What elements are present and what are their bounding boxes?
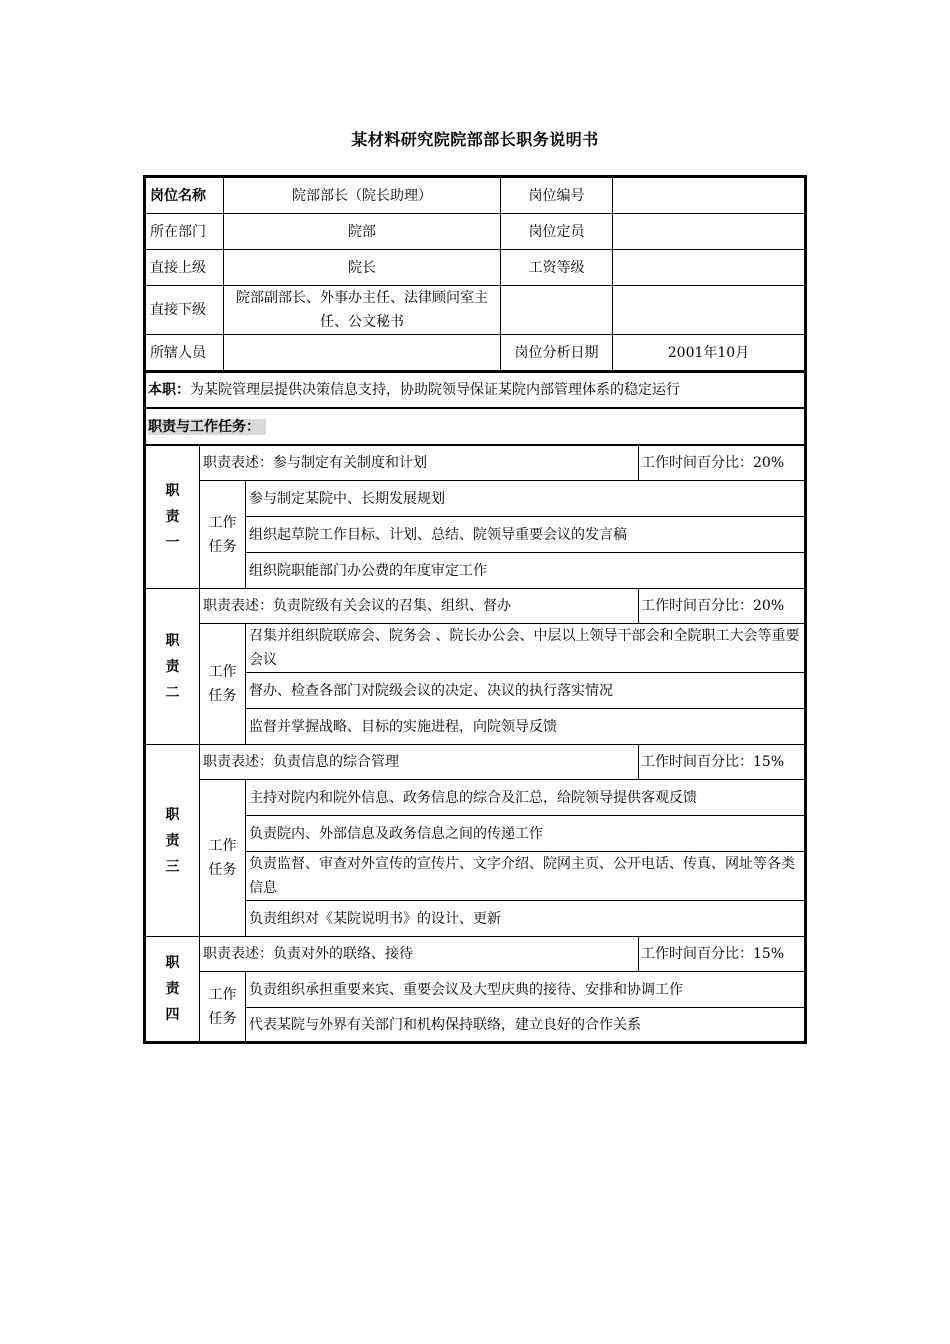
task-label [200, 780, 246, 937]
task-label-line: 工作 [208, 514, 237, 531]
task-item: 负责组织对《某院说明书》的设计、更新 [246, 901, 805, 937]
task-item: 参与制定某院中、长期发展规划 [246, 481, 805, 517]
duty-name-char: 责 [165, 832, 180, 849]
position-name-label: 岗位名称 [146, 178, 224, 214]
subordinate-value: 院部副部长、外事办主任、法律顾问室主任、公文秘书 [224, 286, 501, 335]
position-no-value [613, 178, 805, 214]
task-row [146, 780, 805, 816]
duty-name-char: 职 [165, 632, 180, 649]
duty-time-pct: 工作时间百分比：20% [639, 589, 805, 624]
duty-name-char: 四 [165, 1007, 180, 1023]
duty-name-char: 责 [165, 658, 180, 675]
header-table [145, 177, 805, 371]
duty-name [146, 745, 200, 937]
task-label-line: 任务 [208, 1010, 237, 1027]
task-label-line: 任务 [208, 862, 237, 878]
subordinate-label: 直接下级 [146, 286, 224, 335]
task-item: 负责组织承担重要来宾、重要会议及大型庆典的接待、安排和协调工作 [246, 972, 805, 1008]
superior-value: 院长 [224, 250, 501, 286]
superior-label: 直接上级 [146, 250, 224, 286]
section-title: 职责与工作任务： [148, 419, 266, 435]
task-item: 组织起草院工作目标、计划、总结、院领导重要会议的发言稿 [246, 517, 805, 553]
task-item: 召集并组织院联席会、院务会 、院长办公会、中层以上领导干部会和全院职工大会等重要会议 [246, 624, 805, 673]
job-description-table [143, 175, 807, 1044]
duty-time-pct: 工作时间百分比：15% [639, 745, 805, 780]
analysis-date-label: 岗位分析日期 [501, 335, 613, 371]
duty-name-char: 职 [165, 955, 180, 971]
dept-value: 院部 [224, 214, 501, 250]
duty-name-char: 职 [165, 483, 180, 499]
task-label-line: 工作 [208, 986, 237, 1003]
duty-name-char: 责 [165, 981, 180, 997]
position-name-value: 院部部长（院长助理） [224, 178, 501, 214]
duty-desc-row [146, 745, 805, 780]
duty-desc: 职责表述：负责院级有关会议的召集、组织、督办 [200, 589, 639, 624]
benzhi-text: 为某院管理层提供决策信息支持，协助院领导保证某院内部管理体系的稳定运行 [190, 382, 680, 398]
task-row [146, 481, 805, 517]
quota-value [613, 214, 805, 250]
task-label-line: 工作 [208, 664, 237, 680]
benzhi-label: 本职： [148, 382, 190, 398]
duties-table [145, 445, 805, 1042]
task-label-line: 任务 [208, 538, 237, 555]
salary-value [613, 250, 805, 286]
salary-label: 工资等级 [501, 250, 613, 286]
quota-label: 岗位定员 [501, 214, 613, 250]
task-item: 督办、检查各部门对院级会议的决定、决议的执行落实情况 [246, 673, 805, 709]
task-row [146, 972, 805, 1008]
page-title: 某材料研究院院部部长职务说明书 [351, 130, 599, 149]
subordinate-empty-cell [501, 286, 613, 335]
task-item: 负责院内、外部信息及政务信息之间的传递工作 [246, 816, 805, 852]
duty-desc: 职责表述：负责对外的联络、接待 [200, 937, 639, 972]
duty-name-char: 一 [165, 535, 180, 551]
duty-time-pct: 工作时间百分比：15% [639, 937, 805, 972]
duty-desc-row [146, 589, 805, 624]
analysis-date-value: 2001年10月 [613, 335, 805, 371]
duty-desc: 职责表述：参与制定有关制度和计划 [200, 446, 639, 481]
duty-name [146, 446, 200, 589]
duty-desc: 职责表述：负责信息的综合管理 [200, 745, 639, 780]
duty-name [146, 589, 200, 745]
benzhi-row [146, 372, 805, 408]
duty-time-pct: 工作时间百分比：20% [639, 446, 805, 481]
task-item: 组织院职能部门办公费的年度审定工作 [246, 553, 805, 589]
duty-name-char: 责 [165, 509, 180, 525]
task-label [200, 481, 246, 589]
benzhi-table [145, 371, 805, 445]
duty-name [146, 937, 200, 1042]
section-row [146, 408, 805, 445]
duty-name-char: 三 [165, 858, 180, 875]
task-row [146, 624, 805, 673]
duty-desc-row [146, 937, 805, 972]
subordinate-empty-cell-2 [613, 286, 805, 335]
task-item: 代表某院与外界有关部门和机构保持联络，建立良好的合作关系 [246, 1008, 805, 1042]
position-no-label: 岗位编号 [501, 178, 613, 214]
staff-value [224, 335, 501, 371]
task-item: 监督并掌握战略、目标的实施进程，向院领导反馈 [246, 709, 805, 745]
duty-name-char: 职 [165, 806, 180, 823]
duty-desc-row [146, 446, 805, 481]
task-item: 负责监督、审查对外宣传的宣传片、文字介绍、院网主页、公开电话、传真、网址等各类信息 [246, 852, 805, 901]
staff-label: 所辖人员 [146, 335, 224, 371]
task-label-line: 任务 [208, 688, 237, 704]
task-item: 主持对院内和院外信息、政务信息的综合及汇总，给院领导提供客观反馈 [246, 780, 805, 816]
dept-label: 所在部门 [146, 214, 224, 250]
task-label [200, 972, 246, 1042]
task-label-line: 工作 [208, 838, 237, 854]
duty-name-char: 二 [165, 684, 180, 701]
task-label [200, 624, 246, 745]
